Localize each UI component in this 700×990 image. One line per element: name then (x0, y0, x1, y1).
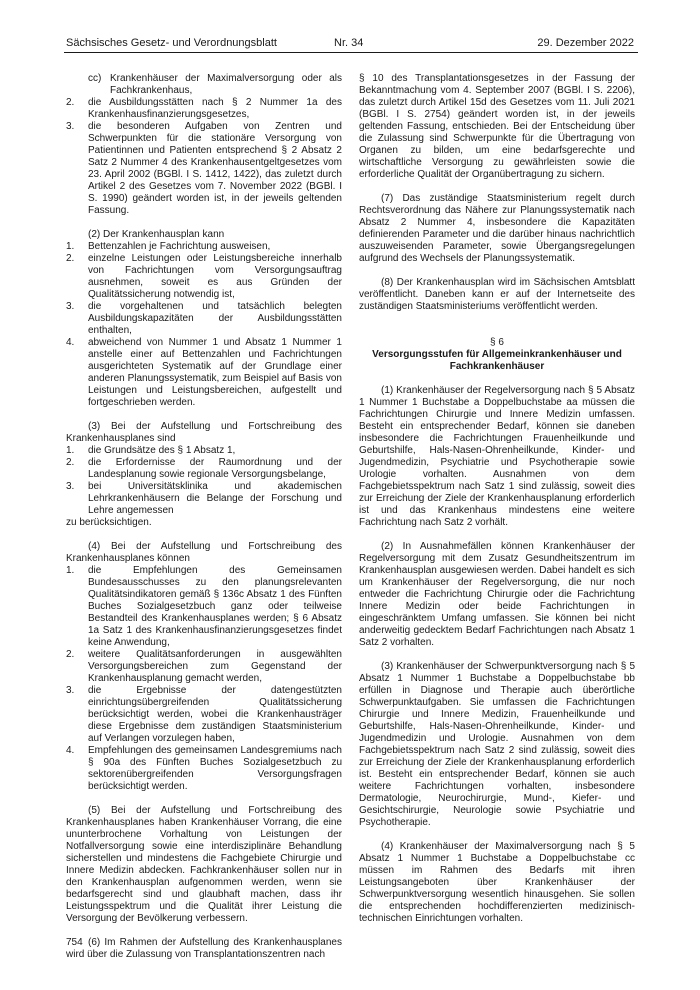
paragraph-6-continued: § 10 des Transplantationsgesetzes in der Fassung der Bekanntmachung vom 4. September 2007 (BGBl. I S. 2206), das zuletzt durch Artikel 15d des Gesetzes vom 11. Juli 2021 (BGBl. I S. 2754) geändert worden ist, in der jeweils geltenden Fassung, entschieden. Bei der Entscheidung über die Zulassung sind Schwerpunkte für die Übertragung von Organen zu bilden, um eine bedarfsgerechte und wirtschaftliche Versorgung zu gewährleisten sowie die erforderliche Qualität der Organübertragung zu sichern. (359, 73, 635, 180)
paragraph-5: (5) Bei der Aufstellung und Fortschreibung des Krankenhausplanes haben Krankenhäuser Vorrang, die eine ununterbrochene Vorhaltung von Leistungen der Notfallversorgung sowie eine interdisziplinäre Behandlung sicherstellen und mindestens die Fachgebiete Chirurgie und Innere Medizin abdecken. Fachkrankenhäuser sollen nur in den Krankenhausplan aufgenommen werden, wenn sie bedarfsgerecht sind und glaubhaft machen, dass ihr Leistungsspektrum und die Qualität ihrer Leistung die Versorgung der Bevölkerung verbessern. (66, 805, 342, 924)
list-item: 1. die Empfehlungen des Gemeinsamen Bundesausschusses zu den planungsrelevanten Qualitätsindikatoren gemäß § 136c Absatz 1 des Fünften Buches Sozialgesetzbuch ganz oder teilweise Bestandteil des Krankenhausplanes werden; § 6 Absatz 1a Satz 1 des Krankenhausfinanzierungsgesetzes findet keine Anwendung, (66, 565, 342, 648)
section6-paragraph-2: (2) In Ausnahmefällen können Krankenhäuser der Regelversorgung mit dem Zusatz Gesundheitszentrum im Krankenhausplan ausgewiesen werden. Dabei handelt es sich um Krankenhäuser der Regelversorgung, die nur noch entweder die Fachrichtung Chirurgie oder die Fachrichtung Innere Medizin oder beide Fachrichtungen in eingeschränktem Umfang umfassen. Sie können bei nicht anderweitig gedecktem Bedarf Fachrichtungen nach Absatz 1 Satz 2 vorhalten. (359, 541, 635, 648)
section6-paragraph-4: (4) Krankenhäuser der Maximalversorgung nach § 5 Absatz 1 Nummer 1 Buchstabe a Doppelbuchstabe cc müssen im Rahmen des Bedarfs mit ihren Leistungsangeboten über Krankenhäuser der Schwerpunktversorgung wesentlich hinausgehen. Sie sollen die entsprechenden hochdifferenzierten medizinisch-technischen Einrichtungen vorhalten. (359, 841, 635, 924)
list-item: 2. einzelne Leistungen oder Leistungsbereiche innerhalb von Fachrichtungen vom Versorgungsauftrag ausnehmen, soweit es aus Gründen der Qualitätssicherung notwendig ist, (66, 253, 342, 300)
right-column (359, 73, 635, 925)
list-item: 2. die Erfordernisse der Raumordnung und der Landesplanung sowie regionale Versorgungsbelange, (66, 457, 342, 480)
list-item: 2. weitere Qualitätsanforderungen in ausgewählten Versorgungsbereichen zum Gegenstand der Krankenhausplanung gemacht werden, (66, 649, 342, 684)
section-number: § 6 (490, 337, 504, 348)
paragraph-4-lead: (4) Bei der Aufstellung und Fortschreibung des Krankenhausplanes können (66, 541, 342, 564)
issue-date: 29. Dezember 2022 (537, 37, 634, 49)
list-item: 3. die vorgehaltenen und tatsächlich belegten Ausbildungskapazitäten der Ausbildungsstätten enthalten, (66, 301, 342, 336)
list-item: 1. die Grundsätze des § 1 Absatz 1, (66, 445, 236, 456)
issue-number: Nr. 34 (334, 37, 364, 49)
list-item: 3. bei Universitätsklinika und akademischen Lehrkrankenhäusern die Belange der Forschung und Lehre angemessen (66, 481, 342, 516)
list-item: 2. die Ausbildungsstätten nach § 2 Nummer 1a des Krankenhausfinanzierungsgesetzes, (66, 97, 342, 120)
paragraph-2-lead: (2) Der Krankenhausplan kann (88, 229, 225, 240)
list-item: 4. Empfehlungen des gemeinsamen Landesgremiums nach § 90a des Fünften Buches Sozialgesetzbuch zu sektorenübergreifenden Versorgungsfragen berücksichtigt werden. (66, 745, 342, 792)
list-item: cc) Krankenhäuser der Maximalversorgung oder als Fachkrankenhaus, (88, 73, 342, 96)
paragraph-8: (8) Der Krankenhausplan wird im Sächsischen Amtsblatt veröffentlicht. Daneben kann er auf der Internetseite des zuständigen Staatsministeriums veröffentlicht werden. (359, 277, 635, 312)
section-title: Versorgungsstufen für Allgemeinkrankenhäuser und Fachkrankenhäuser (372, 349, 622, 372)
page-number: 754 (66, 937, 83, 948)
paragraph-3-lead: (3) Bei der Aufstellung und Fortschreibung des Krankenhausplanes sind (66, 421, 342, 444)
paragraph-3-tail: zu berücksichtigen. (66, 517, 152, 528)
section6-paragraph-1: (1) Krankenhäuser der Regelversorgung nach § 5 Absatz 1 Nummer 1 Buchstabe a Doppelbuchstabe aa müssen die Fachrichtungen Chirurgie und Innere Medizin umfassen. Besteht ein entsprechender Bedarf, können sie daneben insbesondere die Fachrichtungen Frauenheilkunde und Geburtshilfe, Hals-Nasen-Ohrenheilkunde, Kinder- und Jugendmedizin, Psychiatrie und Psychotherapie sowie Urologie vorhalten. Ausnahmen von dem Fachgebietsspektrum nach Satz 1 sind zulässig, soweit dies zur Erreichung der Ziele der Krankenhausplanung erforderlich ist und das Krankenhaus mindestens eine weitere Fachrichtung nach Satz 2 vorhält. (359, 385, 635, 528)
left-column (66, 73, 342, 961)
paragraph-7: (7) Das zuständige Staatsministerium regelt durch Rechtsverordnung das Nähere zur Planungssystematik nach Absatz 2 Nummer 4, insbesondere die Kapazitäten definierenden Parameter und die darüber hinaus nachrichtlich auszuweisenden Parameter, sowie Übergangsregelungen aufgrund des Wechsels der Planungssystematik. (359, 193, 635, 264)
list-item: 4. abweichend von Nummer 1 und Absatz 1 Nummer 1 anstelle einer auf Bettenzahlen und Fachrichtungen ausgerichteten Systematik auf der Grundlage einer anderen Planungssystematik, zum Beispiel auf Basis von Leistungen und Leistungsbereichen, aufgestellt und fortgeschrieben werden. (66, 337, 342, 408)
publication-title: Sächsisches Gesetz- und Verordnungsblatt (66, 37, 277, 49)
list-item: 3. die besonderen Aufgaben von Zentren und Schwerpunkten für die stationäre Versorgung von Patientinnen und Patienten entsprechend § 2 Absatz 2 Satz 2 Nummer 4 des Krankenhausentgeltgesetzes vom 23. April 2002 (BGBl. I S. 1412, 1422), das zuletzt durch Artikel 2 des Gesetzes vom 7. November 2022 (BGBl. I S. 1990) geändert worden ist, in der jeweils geltenden Fassung. (66, 121, 342, 216)
list-item: 1. Bettenzahlen je Fachrichtung ausweisen, (66, 241, 271, 252)
section6-paragraph-3: (3) Krankenhäuser der Schwerpunktversorgung nach § 5 Absatz 1 Nummer 1 Buchstabe a Doppelbuchstabe bb erfüllen in Diagnose und Therapie auch überörtliche Schwerpunktaufgaben. Sie umfassen die Fachrichtungen Chirurgie und Innere Medizin, Frauenheilkunde und Geburtshilfe, Hals-Nasen-Ohrenheilkunde, Kinder- und Jugendmedizin und Urologie. Ausnahmen von dem Fachgebietsspektrum nach Satz 2 sind zulässig, soweit dies zur Erreichung der Ziele der Krankenhausplanung erforderlich ist. Besteht ein entsprechender Bedarf, können sie auch weitere Fachrichtungen vorhalten, insbesondere Dermatologie, Neurochirurgie, Mund-, Kiefer- und Gesichtschirurgie, Neurologie sowie Psychiatrie und Psychotherapie. (359, 661, 635, 828)
paragraph-6-start: (6) Im Rahmen der Aufstellung des Krankenhausplanes wird über die Zulassung von Transplantationszentren nach (66, 937, 342, 960)
header-rule (64, 52, 638, 53)
list-item: 3. die Ergebnisse der datengestützten einrichtungsübergreifenden Qualitätssicherung berücksichtigt werden, wobei die Krankenhausträger diese Ergebnisse dem zuständigen Staatsministerium auf Verlangen vorzulegen haben, (66, 685, 342, 744)
